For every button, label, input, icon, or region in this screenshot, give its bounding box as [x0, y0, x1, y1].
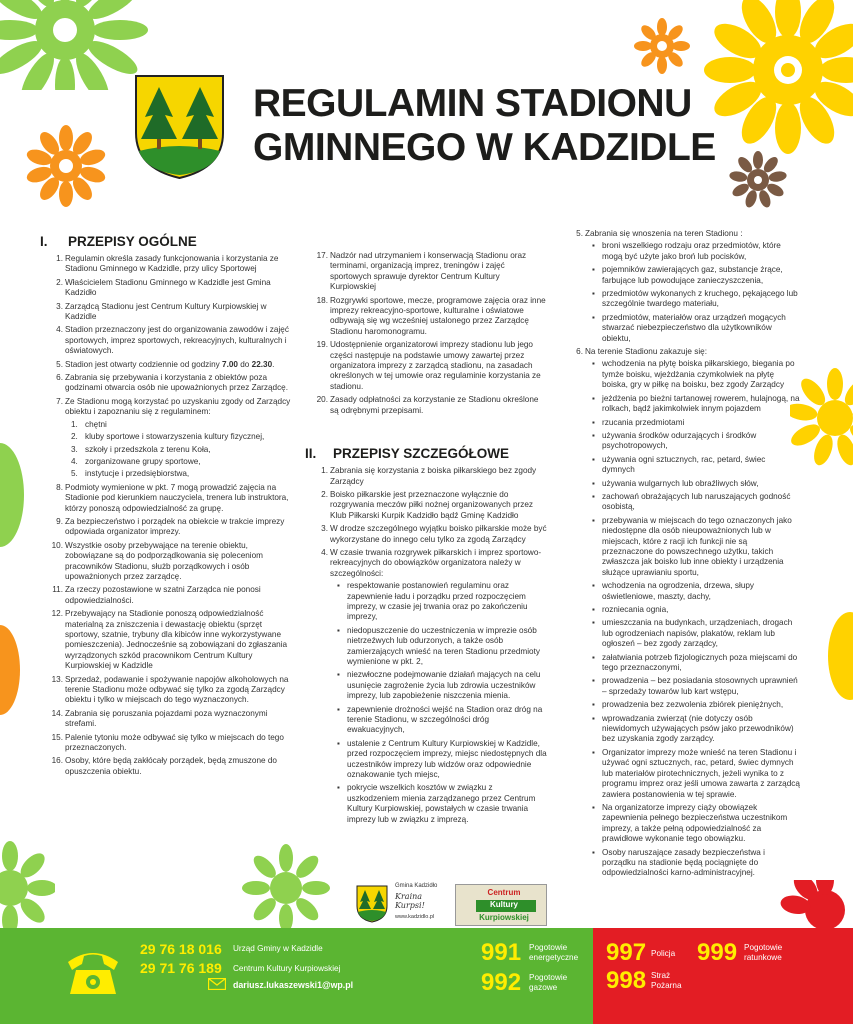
bullet-list [330, 581, 547, 825]
title-line-2: GMINNEGO W KADZIDLE [253, 126, 716, 169]
list-item: 5. Zabrania się wnoszenia na teren Stadionu : ▪ broni wszelkiego rodzaju oraz przedmiotów, które mogą być użyte jako broń lub pocisków, ▪ pojemników zawierających gaz, substancje żrące, farbujące lub powodujące zanieczyszczenia, ▪ przedmiotów wykonanych z kruchego, pękającego lub szczególnie twardego materiału, ▪ przedmiotów, materiałów oraz urządzeń mogących stwarzać niebezpieczeństwo dla użytkowników obiektu, [560, 229, 800, 344]
list-item: 18. Rozgrywki sportowe, mecze, programowe zajęcia oraz inne imprezy rekreacyjno-sportowe, kulturalne i oświatowe odbywają się wg wcześniej ustalonego przez Zarządcę Stadionu haromonogramu. [316, 295, 546, 336]
decorative-rosette-green-bottom-left [0, 840, 55, 935]
column-3 [560, 229, 800, 882]
sub-list-item: 4. zorganizowane grupy sportowe, [71, 456, 201, 466]
list-item: 3. Zarządcą Stadionu jest Centrum Kultury Kurpiowskiej w Kadzidle [56, 301, 267, 322]
section-2-number: II. [305, 446, 317, 462]
bullet-item: ▪ używania wulgarnych lub obraźliwych słów, [585, 479, 800, 489]
title-line-1: REGULAMIN STADIONU [253, 82, 692, 125]
list-item: 2. Właścicielem Stadionu Gminnego w Kadzidle jest Gmina Kadzidło [56, 277, 271, 298]
contact-band-green [0, 928, 593, 1024]
bullet-item: ▪ prowadzenia bez zezwolenia zbiórek pieniężnych, [585, 700, 800, 710]
contact-band-red [593, 928, 853, 1024]
bullet-item: ▪ używania środków odurzających i środków psychotropowych, [585, 431, 800, 452]
decorative-rosette-brown-right [728, 150, 788, 210]
section-1-heading [40, 234, 292, 250]
bullet-item: ▪ przebywania w miejscach do tego oznaczonych jako niedostępne dla osób nieupoważnionych lub w miejscach, które z racji ich funkcji nie są przeznaczone do powszechnego użytku, takich zwłaszcza jak boisko lub inne obiekty i urządzenia służące uprawianiu sportu, [585, 516, 800, 578]
kadzidlo-coat-of-arms [133, 73, 226, 180]
bullet-item: ▪ Organizator imprezy może wnieść na teren Stadionu i używać ogni sztucznych, rac, petard, świec dymnych lub materiałów pirotechnicznych, jeżeli wynika to z programu imprez oraz jeśli umowa zawarta z zarządcą zawiera postanowienia w tej sprawie. [585, 748, 800, 800]
list-item: 6. Na terenie Stadionu zakazuje się: ▪ wchodzenia na płytę boiska piłkarskiego, biegania po tymże boisku, wjeżdżania czymkolwiek na płytę boiska, gry w piłkę na boisku, bez zgody Zarządcy ▪ jeżdżenia po bieżni tartanowej rowerem, hulajnogą, na rolkach, bądź jakimkolwiek innym pojazdem ▪ rzucania przedmiotami ▪ używania środków odurzających i środków psychotropowych, ▪ używania ogni sztucznych, rac, petard, świec dymnych ▪ używania wulgarnych lub obraźliwych słów, ▪ zachowań obrażających lub naruszających godność osobistą, ▪ przebywania w miejscach do tego oznaczonych jako niedostępne dla osób nieupoważnionych lub w miejscach, które z racji ich funkcji nie są przeznaczone do powszechnego użytku, takich zwłaszcza jak boisko lub inne obiekty i urządzenia służące uprawianiu sportu, ▪ wchodzenia na ogrodzenia, drzewa, słupy oświetleniowe, maszty, dachy, ▪ rozniecania ognia, ▪ umieszczania na budynkach, urządzeniach, drogach lub ogrodzeniach napisów, plakatów, reklam lub ogłoszeń – bez zgody zarządcy, ▪ załatwiania potrzeb fizjologicznych poza miejscami do tego przeznaczonymi, ▪ prowadzenia – bez posiadania stosownych uprawnień – sprzedaży towarów lub kart wstępu, ▪ prowadzenia bez zezwolenia zbiórek pieniężnych, ▪ wprowadzania zwierząt (nie dotyczy osób niewidomych używających psów jako przewodników) bez uzyskania zgody zarządcy. ▪ Organizator imprezy może wnieść na teren Stadionu i używać ogni sztucznych, rac, petard, świec dymnych lub materiałów pirotechnicznych, jeżeli wynika to z programu imprez oraz jeśli umowa zawarta z zarządcą zawiera postanowienia w tej sprawie. ▪ Na organizatorze imprezy ciąży obowiązek zapewnienia pełnego bezpieczeństwa uczestnikom imprezy, a także pełną odpowiedzialność za prawidłowe wykonanie tego obowiązku. ▪ Osoby naruszające zasady bezpieczeństwa i porządku na stadionie będą pociągnięte do odpowiedzialności karno-administracyjnej. [560, 347, 800, 879]
decorative-rosette-orange-left-low [0, 610, 25, 730]
bullet-item: ▪ jeżdżenia po bieżni tartanowej rowerem, hulajnogą, na rolkach, bądź jakimkolwiek innym pojazdem [585, 394, 800, 415]
list-item: 8. Podmioty wymienione w pkt. 7 mogą prowadzić zajęcia na Stadionie pod kierunkiem nauczyciela, trenera lub instruktora, którzy ponoszą odpowiedzialność za grupę. [56, 482, 289, 513]
emergency-label-999: Pogotowie ratunkowe [744, 943, 783, 962]
footer-contact-band [0, 928, 853, 1024]
list-item: 11. Za rzeczy pozostawione w szatni Zarządca nie ponosi odpowiedzialności. [52, 585, 261, 605]
list-item: 5. Stadion jest otwarty codziennie od godziny 7.00 do 22.30. [56, 359, 275, 369]
list-item: 6. Zabrania się przebywania i korzystania z obiektów poza godzinami otwarcia osób nie upoważnionych przez Zarządcę. [56, 373, 289, 393]
gmina-url: www.kadzidlo.pl [395, 914, 435, 920]
list-item: 1. Regulamin określa zasady funkcjonowania i korzystania ze Stadionu Gminnego w Kadzidle, przy ulicy Sportowej [56, 254, 279, 274]
bullet-item: ▪ przedmiotów wykonanych z kruchego, pękającego lub szczególnie twardego materiału, [585, 289, 800, 310]
bullet-item: ▪ prowadzenia – bez posiadania stosownych uprawnień – sprzedaży towarów lub kart wstępu, [585, 676, 800, 697]
column-2 [305, 251, 547, 828]
section-2-list-continued [560, 229, 800, 879]
sub-list [65, 420, 292, 480]
bullet-item: ▪ ustalenie z Centrum Kultury Kurpiowskiej w Kadzidle, przed rozpoczęciem imprezy, miejsc niedostępnych dla uczestników imprezy lub widzów oraz odpowiednie oznakowanie tych miejsc, [330, 739, 547, 781]
emergency-number-998[interactable]: 998 [606, 967, 647, 994]
list-item: 2. Boisko piłkarskie jest przeznaczone wyłącznie do rozgrywania meczów piłki nożnej organizowanych przez Klub Piłkarski Kurpik Kadzidło bądź Gminę Kadzidło [321, 489, 533, 520]
gmina-label: Gmina Kadzidło [395, 883, 438, 889]
section-2-heading [305, 446, 547, 462]
bullet-item: ▪ umieszczania na budynkach, urządzeniach, drogach lub ogrodzeniach napisów, plakatów, reklam lub ogłoszeń – bez zgody zarządcy, [585, 618, 800, 649]
list-item: 19. Udostępnienie organizatorowi imprezy stadionu lub jego części następuje na podstawie umowy zawartej przez organizatora imprezy z zarządcą stadionu, na zasadach określonych w tej umowie oraz regulaminie korzystania ze stadionu. [316, 340, 541, 391]
email-link[interactable]: dariusz.lukaszewski1@wp.pl [233, 980, 354, 990]
section-1-title: PRZEPISY OGÓLNE [68, 234, 197, 249]
bullet-item: ▪ rzucania przedmiotami [585, 418, 800, 428]
list-item: 9. Za bezpieczeństwo i porządek na obiekcie w trakcie imprezy odpowiada organizator imprezy. [56, 516, 285, 537]
list-item: 1. Zabrania się korzystania z boiska piłkarskiego bez zgody Zarządcy [321, 466, 537, 486]
decorative-rosette-green-bottom-center [236, 838, 336, 938]
bullet-item: ▪ Osoby naruszające zasady bezpieczeństwa i porządku na stadionie będą pociągnięte do odpowiedzialności karno-administracyjnej. [585, 848, 800, 879]
list-item: 3. W drodze szczególnego wyjątku boisko piłkarskie może być wykorzystane do innego celu tylko za zgodą Zarządcy [321, 524, 547, 544]
emergency-number-999[interactable]: 999 [697, 939, 738, 966]
section-1-list [40, 254, 292, 777]
bullet-list [585, 359, 800, 878]
bullet-item: ▪ niezwłoczne podejmowanie działań mających na celu usunięcie zagrożenie życia lub zdrowia uczestników imprezy, lub zapobieżenie niszczenia mienia. [330, 670, 547, 701]
bullet-item: ▪ broni wszelkiego rodzaju oraz przedmiotów, które mogą być użyte jako broń lub pocisków, [585, 241, 800, 262]
bullet-item: ▪ wchodzenia na płytę boiska piłkarskiego, biegania po tymże boisku, wjeżdżania czymkolwiek na płytę boiska, gry w piłkę na boisku, bez zgody Zarządcy [585, 359, 800, 390]
phone-2-label: Centrum Kultury Kurpiowskiej [233, 964, 341, 973]
sub-list-item: 1. chętni [71, 419, 107, 429]
decorative-rosette-orange-small-top [633, 17, 691, 75]
bullet-item: ▪ zachowań obrażających lub naruszających godność osobistą, [585, 492, 800, 513]
list-item: 16. Osoby, które będą zakłócały porządek, będą zmuszone do opuszczenia obiektu. [51, 756, 277, 776]
telephone-icon [62, 942, 124, 1000]
bullet-item: ▪ Na organizatorze imprezy ciąży obowiązek zapewnienia pełnego bezpieczeństwa uczestnikom imprezy, a także pełną odpowiedzialność za prawidłowe wykonanie tego obowiązku. [585, 803, 800, 845]
decorative-rosette-green-left-mid [0, 430, 30, 560]
list-item: 12. Przebywający na Stadionie ponoszą odpowiedzialność materialną za zniszczenia i dewastację obiektu (sprzęt sportowy, szatnie, trybuny dla kibiców inne wykorzystywane pomieszczenia). Jednocześnie są zobowiązani do zgłaszania wyrządzonych szkód pracownikom Centrum Kultury Kurpiowskiej w Kadzidle [51, 609, 288, 671]
footer-logos [355, 880, 555, 930]
bullet-item: ▪ przedmiotów, materiałów oraz urządzeń mogących stwarzać niebezpieczeństwo dla użytkowników obiektu, [585, 313, 800, 344]
bullet-item: ▪ respektowanie postanowień regulaminu oraz zapewnienie ładu i porządku przed rozpoczęciem imprezy, w czasie jej trwania oraz po zakończeniu imprezy, [330, 581, 547, 623]
section-1-list-continued [305, 251, 547, 416]
phone-1[interactable]: 29 76 18 016 [140, 941, 222, 957]
emergency-label-998: Straż Pożarna [651, 971, 682, 990]
bullet-item: ▪ używania ogni sztucznych, rac, petard, świec dymnych [585, 455, 800, 476]
bullet-item: ▪ niedopuszczenie do uczestniczenia w imprezie osób nietrzeźwych lub odurzonych, a także osób zamierzających wnieść na teren Stadionu przedmioty wymienione w pkt. 2, [330, 626, 547, 668]
list-item: 10. Wszystkie osoby przebywające na terenie obiektu, zobowiązane są do podporządkowania się poleceniom pracowników Stadionu, służb porządkowych i osób upoważnionych przez zarządcę. [51, 540, 263, 581]
sub-list-item: 3. szkoły i przedszkola z terenu Koła, [71, 444, 211, 454]
bullet-item: ▪ załatwiania potrzeb fizjologicznych poza miejscami do tego przeznaczonymi, [585, 653, 800, 674]
page-title [253, 82, 733, 170]
emergency-label-997: Policja [651, 949, 676, 958]
emergency-label-992: Pogotowie gazowe [529, 973, 568, 992]
emergency-number-991[interactable]: 991 [481, 939, 522, 966]
list-item: 4. W czasie trwania rozgrywek piłkarskich i imprez sportowo-rekreacyjnych do obowiązków organizatora należy w szczególności: ▪ respektowanie postanowień regulaminu oraz zapewnienie ładu i porządku przed rozpoczęciem imprezy, w czasie jej trwania oraz po zakończeniu imprezy, ▪ niedopuszczenie do uczestniczenia w imprezie osób nietrzeźwych lub odurzonych, a także osób zamierzających wnieść na teren Stadionu przedmioty wymienione w pkt. 2, ▪ niezwłoczne podejmowanie działań mających na celu usunięcie zagrożenie życia lub zdrowia uczestników imprezy, lub zapobieżenie niszczenia mienia. ▪ zapewnienie drożności wejść na Stadion oraz dróg na terenie Stadionu, w szczególności dróg ewakuacyjnych, ▪ ustalenie z Centrum Kultury Kurpiowskiej w Kadzidle, przed rozpoczęciem imprezy, miejsc niedostępnych dla uczestników imprezy lub widzów oraz odpowiednie oznakowanie tych miejsc, ▪ pokrycie wszelkich kosztów w związku z uszkodzeniem mienia zarządzanego przez Centrum Kultury Kurpiowskiej, powstałych w czasie trwania imprezy lub w związku z imprezą. [305, 548, 547, 825]
emergency-number-992[interactable]: 992 [481, 969, 522, 996]
bullet-item: ▪ wchodzenia na ogrodzenia, drzewa, słupy oświetleniowe, maszty, dachy, [585, 581, 800, 602]
list-item: 7. Ze Stadionu mogą korzystać po uzyskaniu zgody od Zarządcy obiektu i zapoznaniu się z regulaminem: 1. chętni 2. kluby sportowe i stowarzyszenia kultury fizycznej, 3. szkoły i przedszkola z terenu Koła, 4. zorganizowane grupy sportowe, 5. instytucje i przedsiębiorstwa, [56, 396, 291, 479]
phone-1-label: Urząd Gminy w Kadzidle [233, 944, 323, 953]
emergency-label-991: Pogotowie energetyczne [529, 943, 579, 962]
list-item: 20. Zasady odpłatności za korzystanie ze Stadionu określone są odrębnymi przepisami. [316, 395, 539, 415]
decorative-rosette-orange-left [24, 124, 108, 208]
bullet-item: ▪ rozniecania ognia, [585, 605, 800, 615]
section-2-list [305, 466, 547, 825]
section-2-title: PRZEPISY SZCZEGÓŁOWE [333, 446, 510, 462]
bullet-item: ▪ pojemników zawierających gaz, substancje żrące, farbujące lub powodujące zanieczyszczenia, [585, 265, 800, 286]
list-item: 4. Stadion przeznaczony jest do organizowania zawodów i zajęć sportowych, imprez sportowych, rekreacyjnych, kulturalnych i oświatowych. [56, 325, 289, 356]
list-item: 13. Sprzedaż, podawanie i spożywanie napojów alkoholowych na terenie Stadionu może odbywać się tylko za zgodą Zarządcy obiektu i tylko w miejscach do tego wyznaczonych. [51, 674, 289, 705]
gmina-slogan: Kraina Kurpsi! [395, 892, 425, 910]
decorative-rosette-yellow-right-low [800, 596, 853, 716]
envelope-icon [208, 978, 226, 990]
bullet-item: ▪ pokrycie wszelkich kosztów w związku z uszkodzeniem mienia zarządzanego przez Centrum Kultury Kurpiowskiej, powstałych w czasie trwania imprezy lub w związku z imprezą. [330, 783, 547, 825]
ckk-logo: Centrum Kultury Kurpiowskiej [455, 884, 547, 926]
bullet-item: ▪ wprowadzania zwierząt (nie dotyczy osób niewidomych używających psów jako przewodników) bez uzyskania zgody zarządcy. [585, 714, 800, 745]
list-item: 15. Palenie tytoniu może odbywać się tylko w miejscach do tego przeznaczonych. [51, 732, 284, 753]
section-1-number: I. [40, 234, 48, 249]
gmina-kadzidlo-logo [355, 884, 389, 924]
emergency-number-997[interactable]: 997 [606, 939, 647, 966]
phone-2[interactable]: 29 71 76 189 [140, 960, 222, 976]
bullet-list [585, 241, 800, 344]
column-1 [40, 234, 292, 780]
sub-list-item: 5. instytucje i przedsiębiorstwa, [71, 469, 190, 479]
list-item: 17. Nadzór nad utrzymaniem i konserwacją Stadionu oraz terminami, organizacją imprez, treningów i zajęć sportowych sprawuje dyrektor Centrum Kultury Kurpiowskiej [316, 251, 527, 292]
bullet-item: ▪ zapewnienie drożności wejść na Stadion oraz dróg na terenie Stadionu, w szczególności dróg ewakuacyjnych, [330, 705, 547, 736]
sub-list-item: 2. kluby sportowe i stowarzyszenia kultury fizycznej, [71, 432, 265, 442]
list-item: 14. Zabrania się poruszania pojazdami poza wyznaczonymi strefami. [51, 708, 268, 729]
